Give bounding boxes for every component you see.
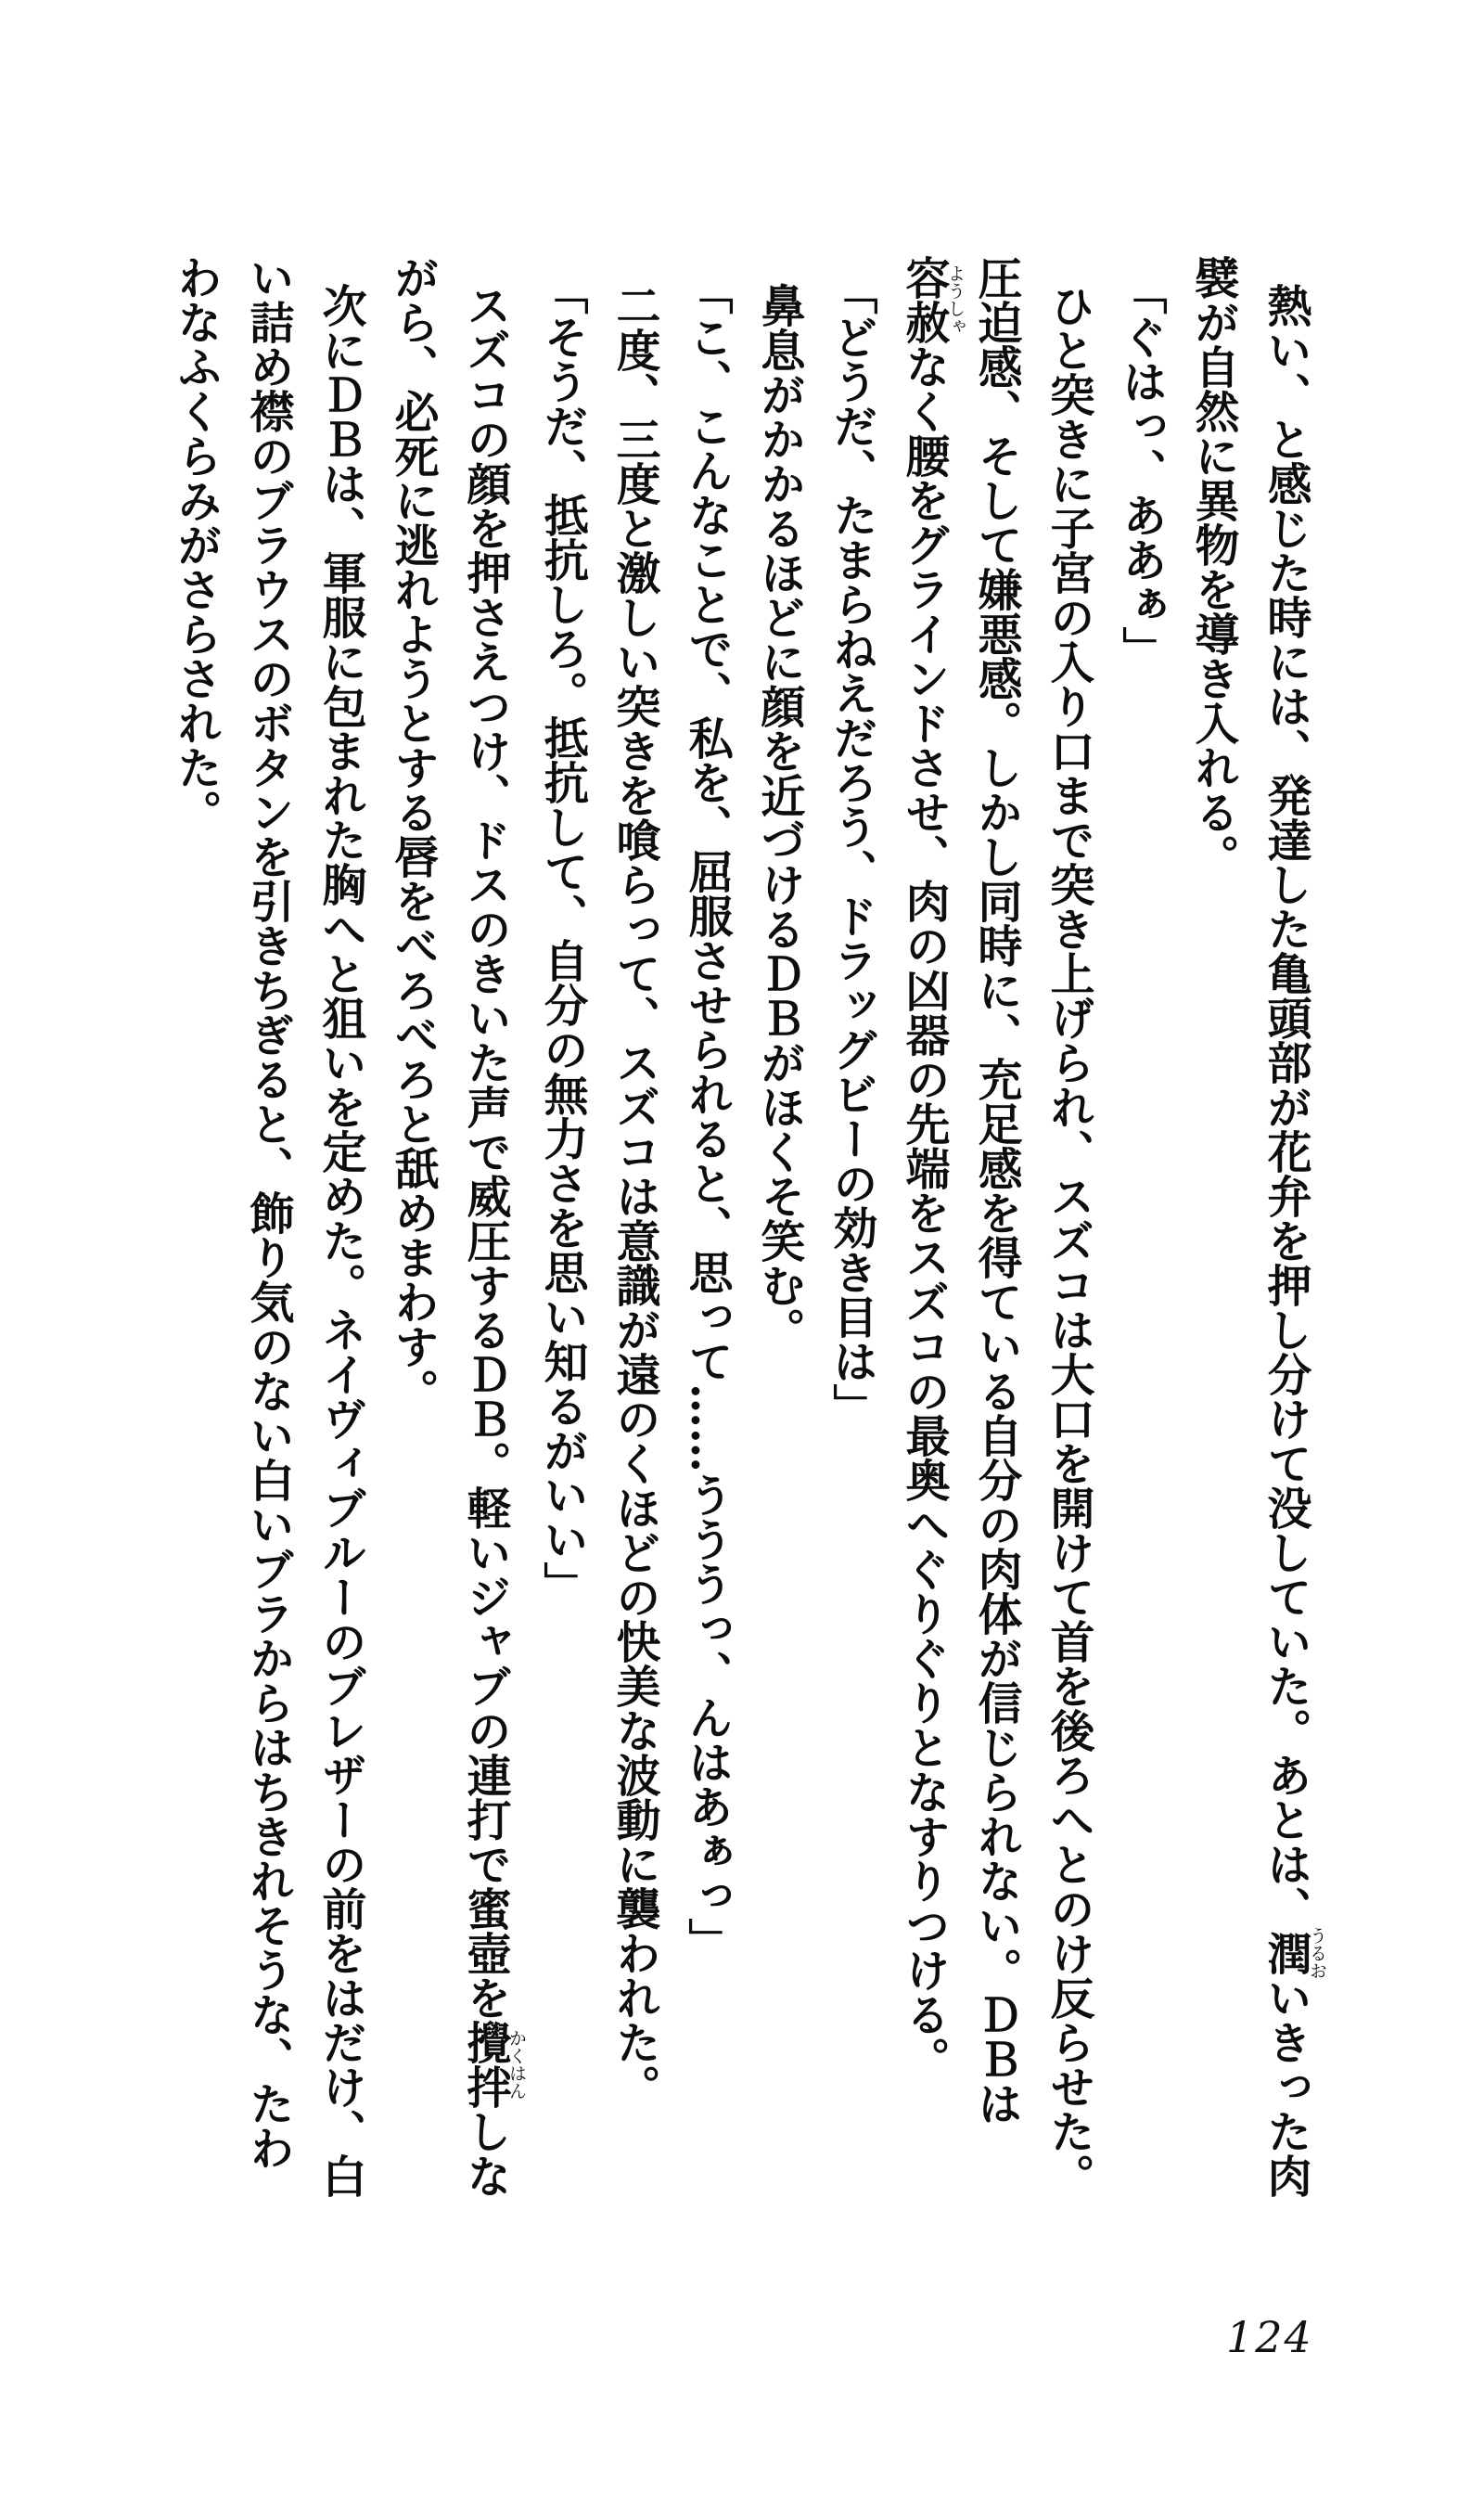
dialogue-paragraph: 「ぐはっ、ああぁ」 [1115,270,1167,671]
furigana-term: 潤うるお [1260,1926,1327,1980]
furigana-term: 容赦ようしゃ [898,255,966,344]
dialogue-paragraph: 「こ、こんなことで、私を、屈服させられると、思って……うううっ、んはあぁっ」 [681,270,733,1962]
dialogue-paragraph: 「どうだ、たまらねえだろう、ドラッグビーの効き目は」 [825,270,877,1428]
paragraph: スズコの顔を押さえつけ、ドスのきいた声で威圧するＤＢ。軽いジャブの連打で蜜壺を攪拌かくはんしながら、必死に逃れようとする唇をべろべろと舐めまわす。 [387,255,527,2198]
paragraph: 熱い、と感じた時には、発達した亀頭部が花弁を押し分けて没していた。あとは、潤うるおいきった肉襞が自然に異物を導き入れる。 [1187,255,1327,2198]
paragraph: ひと突きに子宮の入り口まで突き上げられ、スズコは大口を開けて首を後ろへとのけ反らせた。圧迫感、そして嫌悪感。しかし同時に、充足感を得ている自分の肉体が信じられない。ＤＢは容赦ようしゃなく腰をグラインドさせ、肉の凶器の先端をスズコの最奥へぐりぐりとなすりつける。 [898,255,1094,2198]
paragraph: 二度、三度と激しい突きを喰らって、スズコは意識が遠のくほどの快美な波動に襲われた。 [608,283,660,2109]
page-number: 124 [1226,2312,1313,2362]
dialogue-paragraph: 「そうだ、抵抗しろ。抵抗して、自分の無力さを思い知るがいい」 [536,270,588,1606]
paragraph: 次にＤＢは、軍服に包まれた胸へと狙いを定めた。ネイヴィブルーのブレザーの前をはだけ、白い詰め襟のブラウスのボタンを引きちぎると、飾り気のない白いブラからはちきれそうな、たわわなふくらみがさらされた。 [170,255,366,2198]
furigana-term: 攪拌かくはん [459,2020,527,2109]
paragraph: 鼻息がかかるほどに顔を近づけるＤＢがほくそ笑む。 [753,283,805,1352]
text-block [160,255,1326,2213]
